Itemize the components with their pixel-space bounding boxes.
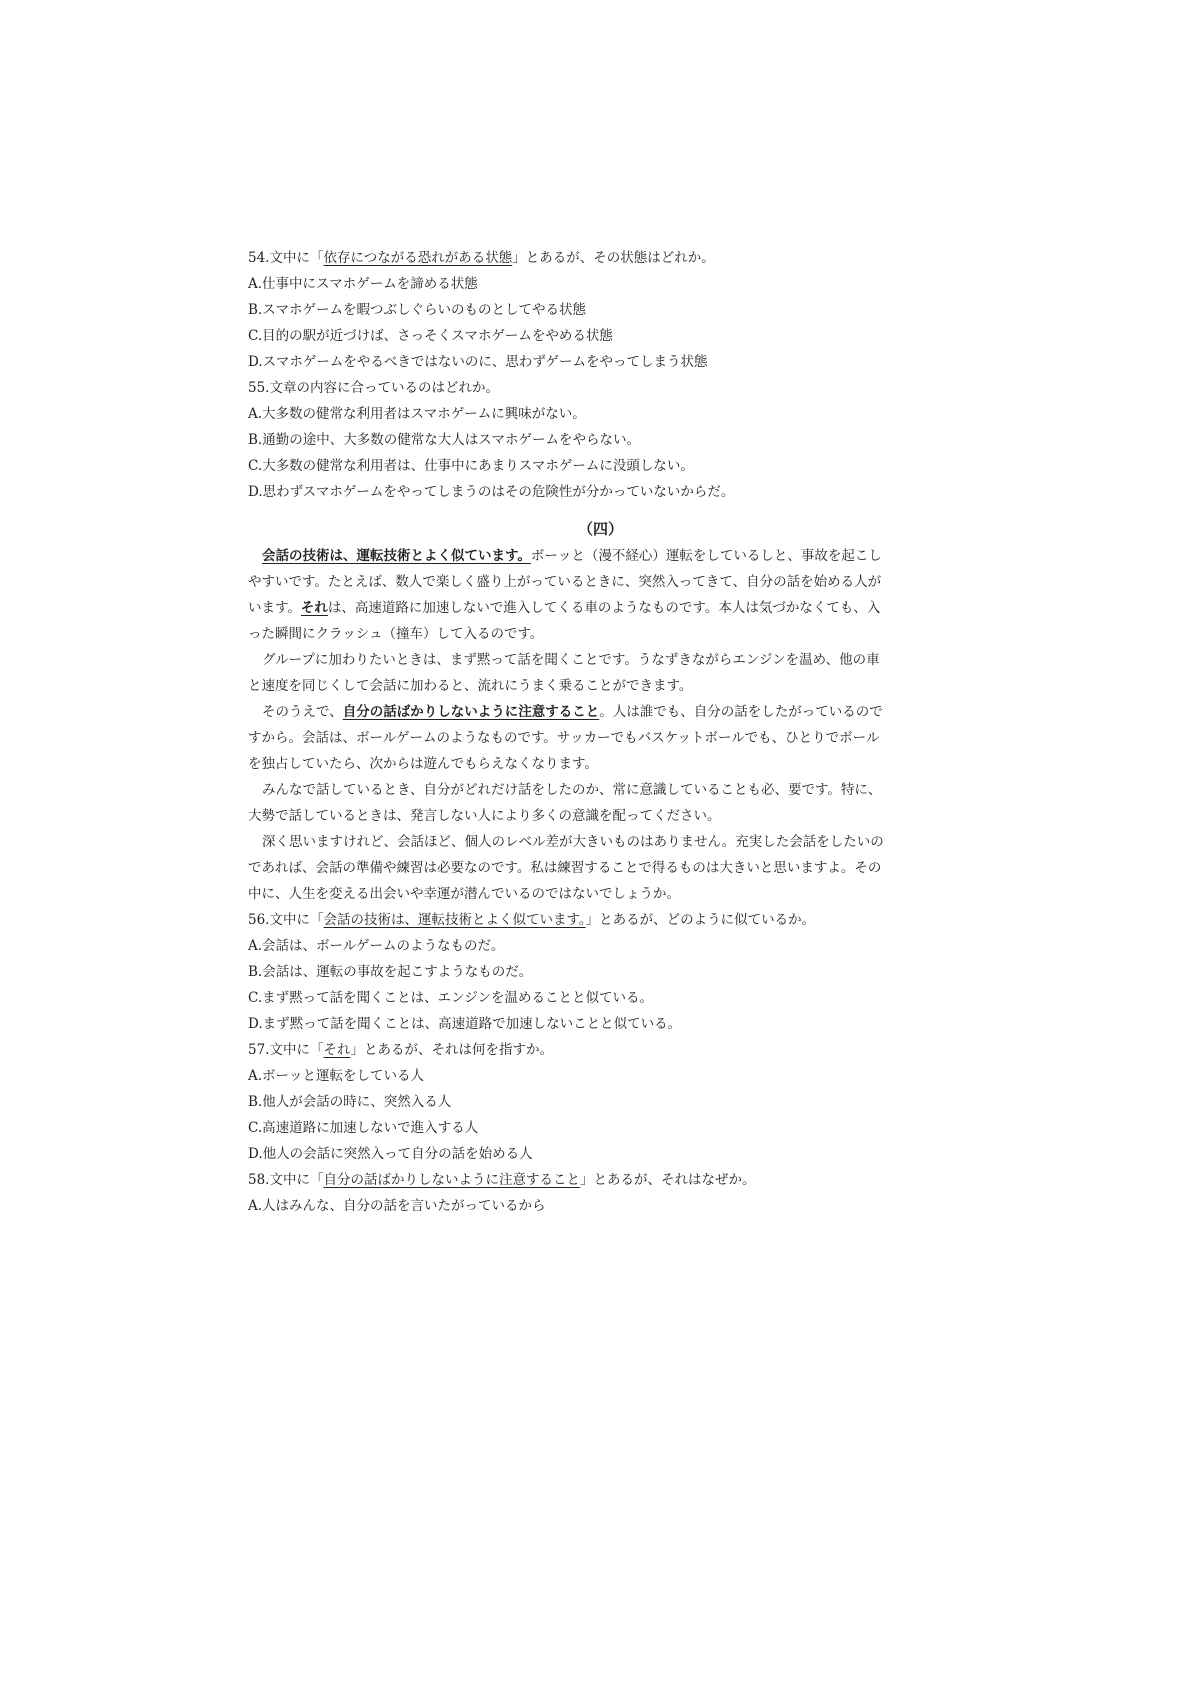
passage-line: みんなで話しているとき、自分がどれだけ話をしたのか、常に意識していることも必、要です。特に、 [262,782,882,798]
passage-text: は、高速道路に加速しないで進入してくる車のようなものです。本人は気づかなくても、入 [327,600,881,616]
passage-line: と速度を同じくして会話に加わると、流れにうまく乗ることができます。 [248,678,693,694]
question-57-option-c: C.高速道路に加速しないで進入する人 [248,1120,479,1136]
question-54-prefix: 54.文中に「 [248,250,324,266]
question-56-option-c: C.まず黙って話を聞くことは、エンジンを温めることと似ている。 [248,990,653,1006]
question-57-quoted-phrase: それ [323,1042,351,1058]
question-56-quoted-phrase: 会話の技術は、運転技術とよく似ています。 [323,912,586,928]
passage-text: います。 [248,600,301,616]
question-56-option-d: D.まず黙って話を聞くことは、高速道路で加速しないことと似ている。 [248,1016,682,1032]
passage-line: を独占していたら、次からは遊んでもらえなくなります。 [248,756,598,772]
question-54-option-c: C.目的の駅が近づけば、さっそくスマホゲームをやめる状態 [248,328,613,344]
question-54-option-a: A.仕事中にスマホゲームを諦める状態 [248,276,478,292]
passage-line [248,543,953,569]
passage-line: 大勢で話しているときは、発言しない人により多くの意識を配ってください。 [248,808,721,824]
question-55-option-b: B.通勤の途中、大多数の健常な大人はスマホゲームをやらない。 [248,432,640,448]
question-58-quoted-phrase: 自分の話ばかりしないように注意すること [323,1172,580,1188]
passage-line: った瞬間にクラッシュ（撞车）して入るのです。 [248,626,544,642]
question-56-suffix: 」とあるが、どのように似ているか。 [585,912,816,928]
exam-page-content [248,245,953,1219]
passage-line [248,699,953,725]
question-58-suffix: 」とあるが、それはなぜか。 [579,1172,756,1188]
passage-underlined-word-sore: それ [300,600,328,616]
passage-line: すから。会話は、ボールゲームのようなものです。サッカーでもバスケットボールでも、ひとりでボール [248,730,880,746]
passage-underlined-phrase-2: 自分の話ばかりしないように注意すること [342,704,600,720]
passage-line: グループに加わりたいときは、まず黙って話を聞くことです。うなずきながらエンジンを温め、他の車 [262,652,880,668]
passage-line: であれば、会話の準備や練習は必要なのです。私は練習することで得るものは大きいと思いますよ。その [248,860,882,876]
question-55-option-c: C.大多数の健常な利用者は、仕事中にあまりスマホゲームに没頭しない。 [248,458,694,474]
question-54-option-b: B.スマホゲームを暇つぶしぐらいのものとしてやる状態 [248,302,586,318]
question-56-option-a: A.会話は、ボールゲームのようなものだ。 [248,938,505,954]
question-57-option-a: A.ボーッと運転をしている人 [248,1068,425,1084]
question-58-option-a: A.人はみんな、自分の話を言いたがっているから [248,1198,546,1214]
question-55-option-d: D.思わずスマホゲームをやってしまうのはその危険性が分かっていないからだ。 [248,484,735,500]
passage-line: 中に、人生を変える出会いや幸運が潜んでいるのではないでしょうか。 [248,886,680,902]
passage-line [248,595,953,621]
passage-text: 。人は誰でも、自分の話をしたがっているので [599,704,883,720]
question-57-option-b: B.他人が会話の時に、突然入る人 [248,1094,452,1110]
question-57-option-d: D.他人の会話に突然入って自分の話を始める人 [248,1146,533,1162]
passage-underlined-phrase-1: 会話の技術は、運転技術とよく似ています。 [262,548,531,564]
question-54-stem [248,245,953,271]
question-57-prefix: 57.文中に「 [248,1042,324,1058]
passage-text: ボーッと（漫不経心）運転をしているしと、事故を起こし [530,548,882,564]
question-56-stem [248,907,953,933]
question-54-quoted-phrase: 依存につながる恐れがある状態 [323,250,513,266]
question-54-option-d: D.スマホゲームをやるべきではないのに、思わずゲームをやってしまう状態 [248,354,708,370]
question-56-option-b: B.会話は、運転の事故を起こすようなものだ。 [248,964,533,980]
question-57-stem [248,1037,953,1063]
passage-text: そのうえで、 [262,704,343,720]
question-58-stem [248,1167,953,1193]
question-58-prefix: 58.文中に「 [248,1172,324,1188]
question-56-prefix: 56.文中に「 [248,912,324,928]
passage-line: やすいです。たとえば、数人で楽しく盛り上がっているときに、突然入ってきて、自分の話を始める人が [248,574,882,590]
question-55-stem: 55.文章の内容に合っているのはどれか。 [248,380,499,396]
question-57-suffix: 」とあるが、それは何を指すか。 [350,1042,553,1058]
passage-line: 深く思いますけれど、会話ほど、個人のレベル差が大きいものはありません。充実した会話をしたいの [262,834,884,850]
question-55-option-a: A.大多数の健常な利用者はスマホゲームに興味がない。 [248,406,586,422]
question-54-suffix: 」とあるが、その状態はどれか。 [512,250,715,266]
section-title: （四） [577,520,623,538]
